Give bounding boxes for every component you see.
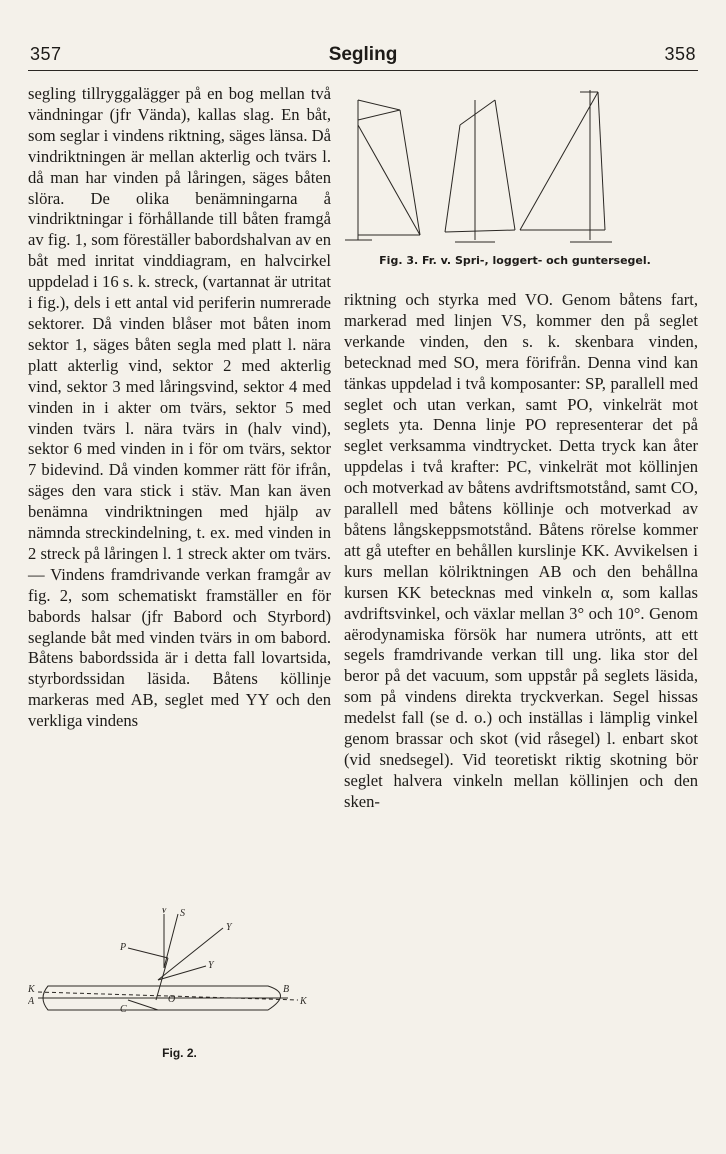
right-page-number: 358 bbox=[664, 44, 696, 64]
label-v: V bbox=[161, 908, 168, 916]
figure-2 bbox=[28, 908, 331, 1068]
left-column-text: segling tillryggalägger på en bog mellan två vändningar (jfr Vända), kallas slag. En båt, som seglar i vindens riktning, säges länsa. Då vindriktningen är mellan akterlig och tvärs l. då man har vinden på låringen, säges båten slöra. De olika benämningarna å vindriktningar i förhållande till båten framgå av fig. 1, som föreställer babordshalvan av en båt med inritat vinddiagram, en halvcirkel uppdelad i 16 s. k. streck, (vartannat är utritat i fig.), dels i ett antal vid periferin numrerade sektorer. Då vinden blåser mot båten inom sektor 1, säges båten segla med platt l. nära platt akterlig vind, sektor 2 med akterlig vind, sektor 3 med låringsvind, sektor 4 med vinden in i akter om tvärs, sektor 5 med vinden tvärs l. nära tvärs in (halv vind), sektor 6 med vinden in i för om tvärs, sektor 7 bidevind. Då vinden kommer rätt för ifrån, säges den vara stick i stäv. Man kan även benämna vindriktningen med hjälp av nämnda streckindelning, t. ex. med vinden in 2 streck på låringen l. 1 streck akter om tvärs. — Vindens framdrivande verkan framgår av fig. 2, som schematiskt framställer en för babords halsar (jfr Babord och Styrbord) seglande båt med vinden tvärs in om babord. Båtens babordssida är i detta fall lovartsida, styrbordssidan läsida. Båtens köllinje markeras med AB, seglet med YY och den verkliga vindens bbox=[28, 84, 331, 731]
left-column bbox=[28, 84, 331, 732]
label-s: S bbox=[180, 908, 185, 919]
right-column bbox=[344, 290, 698, 813]
left-page-number: 357 bbox=[30, 44, 62, 64]
figure-2-caption: Fig. 2. bbox=[162, 1046, 197, 1060]
right-column-text: riktning och styrka med VO. Genom båtens fart, markerad med linjen VS, kommer den på seglet verkande vinden, den s. k. skenbara vinden, betecknad med SO, mera förifrån. Denna vind kan tänkas uppdelad i två komposanter: SP, parallell med seglet och utan verkan, samt PO, vinkelrät mot seglets yta. Denna linje PO representerar det på seglet verksamma vindtrycket. Detta tryck kan åter uppdelas i två krafter: PC, vinkelrät mot köllinjen och motverkad av båtens avdriftsmotstånd, samt CO, parallell med båtens köllinje och motverkad av båtens långskeppsmotstånd. Båtens rörelse kommer att gå utefter en behållen kurslinje KK. Avvikelsen i kurs mellan kölriktningen AB och den behållna kursen KK betecknas med vinkeln α, som kallas avdriftsvinkel, och växlar mellan 3° och 10°. Genom aërodynamiska försök har numera utrönts, att ett segels framdrivande verkan till ung. lika stor del beror på det vacuum, som uppstår på seglets läsida, som på vindens direkta tryckverkan. Segel hissas medelst fall (se d. o.) och inställas i lämplig vinkel genom brassar och skot (vid råsegel) l. enbart skot (vid snedsegel). Vid teoretiskt riktig skotning bör seglet halvera vinkeln mellan köllinjen och den sken- bbox=[344, 290, 698, 811]
figure-3 bbox=[330, 80, 700, 280]
label-b: B bbox=[283, 984, 290, 995]
figure-3-caption: Fig. 3. Fr. v. Spri-, loggert- och guntersegel. bbox=[379, 254, 651, 267]
label-c: C bbox=[120, 1004, 127, 1015]
sail-types-illustration bbox=[330, 80, 700, 252]
label-kk: K bbox=[300, 996, 307, 1007]
running-title: Segling bbox=[328, 44, 398, 65]
label-a: A bbox=[28, 996, 35, 1007]
label-k: K bbox=[28, 984, 35, 995]
label-p: P bbox=[120, 942, 127, 953]
label-y-bottom: Y bbox=[208, 960, 214, 971]
wind-force-diagram bbox=[28, 908, 331, 1046]
header-rule bbox=[28, 70, 698, 71]
label-y-top: Y bbox=[226, 922, 232, 933]
label-o: O bbox=[168, 994, 176, 1005]
page-header bbox=[30, 44, 696, 68]
